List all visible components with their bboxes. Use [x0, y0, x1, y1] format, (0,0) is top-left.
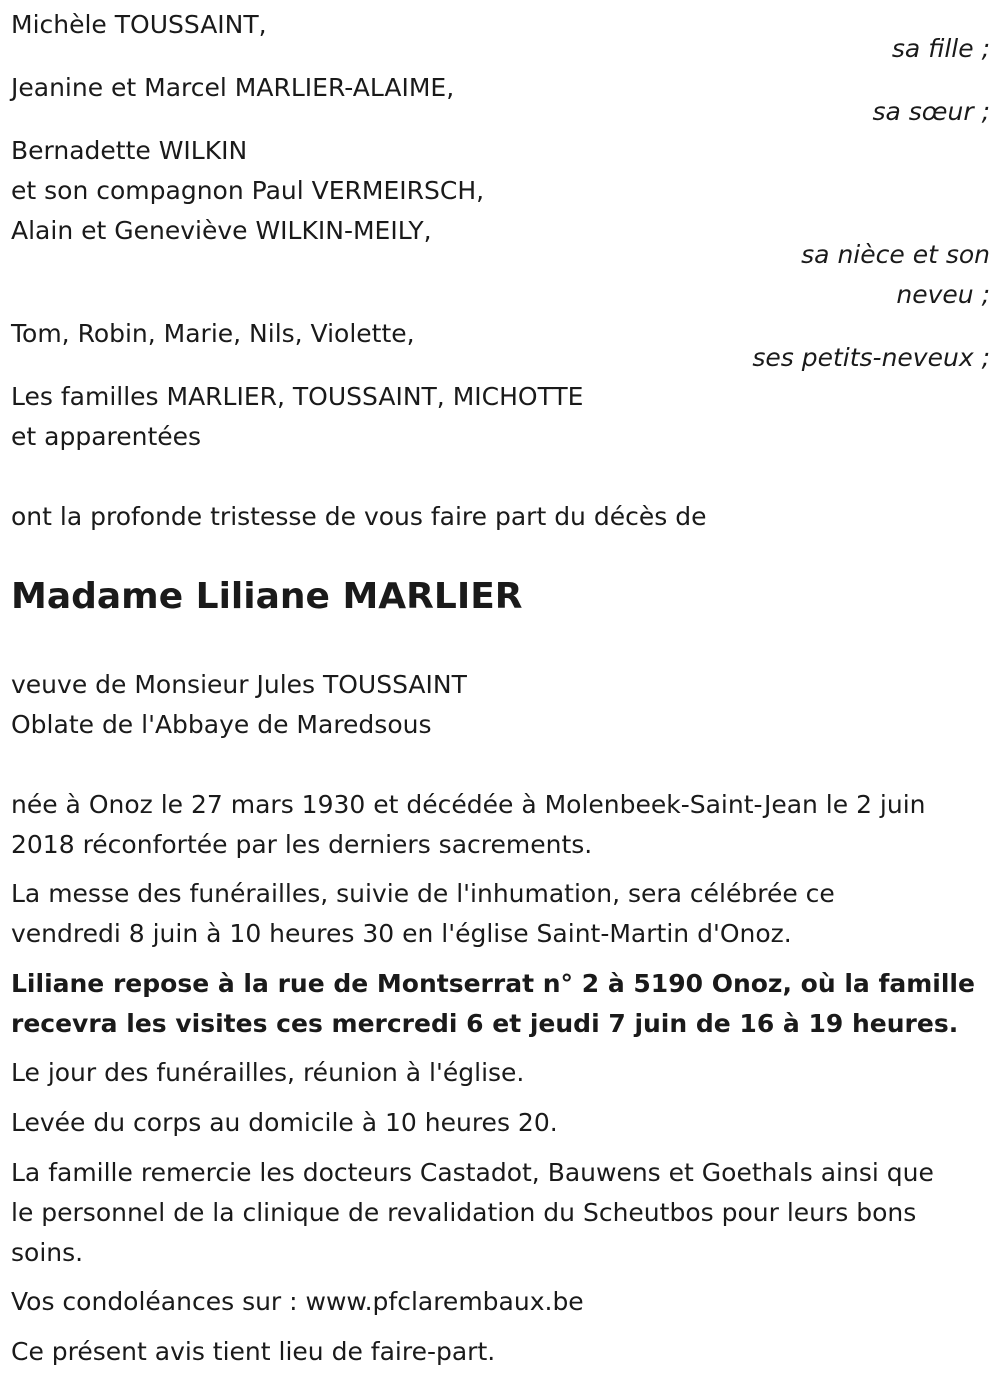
- deceased-widow-of: veuve de Monsieur Jules TOUSSAINT: [11, 670, 467, 699]
- mass-line-1: La messe des funérailles, suivie de l'inhumation, sera célébrée ce: [11, 879, 835, 908]
- relation-grandnephews: ses petits-neveux ;: [752, 343, 990, 372]
- family-member-grandnephews: Tom, Robin, Marie, Nils, Violette,: [11, 319, 415, 348]
- thanks-line-3: soins.: [11, 1238, 84, 1267]
- announcement-intro: ont la profonde tristesse de vous faire part du décès de: [11, 502, 707, 531]
- notice-footer: Ce présent avis tient lieu de faire-part.: [11, 1337, 496, 1366]
- family-member-niece: Bernadette WILKIN: [11, 136, 248, 165]
- rest-line-2: recevra les visites ces mercredi 6 et jeudi 7 juin de 16 à 19 heures.: [11, 1009, 959, 1038]
- thanks-line-1: La famille remercie les docteurs Castadot, Bauwens et Goethals ainsi que: [11, 1158, 934, 1187]
- rest-line-1: Liliane repose à la rue de Montserrat n° 2 à 5190 Onoz, où la famille: [11, 969, 975, 998]
- relation-daughter: sa fille ;: [891, 34, 990, 63]
- deceased-name: Madame Liliane MARLIER: [11, 576, 523, 617]
- family-member-daughter: Michèle TOUSSAINT,: [11, 10, 267, 39]
- condolences-link: Vos condoléances sur : www.pfclarembaux.be: [11, 1287, 584, 1316]
- birth-death-line-2: 2018 réconfortée par les derniers sacrements.: [11, 830, 593, 859]
- family-member-niece-companion: et son compagnon Paul VERMEIRSCH,: [11, 176, 485, 205]
- thanks-line-2: le personnel de la clinique de revalidation du Scheutbos pour leurs bons: [11, 1198, 917, 1227]
- funeral-meeting: Le jour des funérailles, réunion à l'église.: [11, 1058, 525, 1087]
- relation-niece-nephew-1: sa nièce et son: [801, 240, 990, 269]
- relation-niece-nephew-2: neveu ;: [896, 280, 990, 309]
- body-removal: Levée du corps au domicile à 10 heures 20.: [11, 1108, 558, 1137]
- deceased-oblate: Oblate de l'Abbaye de Maredsous: [11, 710, 432, 739]
- mass-line-2: vendredi 8 juin à 10 heures 30 en l'église Saint-Martin d'Onoz.: [11, 919, 792, 948]
- family-relatives: et apparentées: [11, 422, 202, 451]
- birth-death-line-1: née à Onoz le 27 mars 1930 et décédée à Molenbeek-Saint-Jean le 2 juin: [11, 790, 926, 819]
- family-member-nephew: Alain et Geneviève WILKIN-MEILY,: [11, 216, 432, 245]
- family-member-sister: Jeanine et Marcel MARLIER-ALAIME,: [11, 73, 455, 102]
- relation-sister: sa sœur ;: [872, 97, 990, 126]
- family-families: Les familles MARLIER, TOUSSAINT, MICHOTTE: [11, 382, 584, 411]
